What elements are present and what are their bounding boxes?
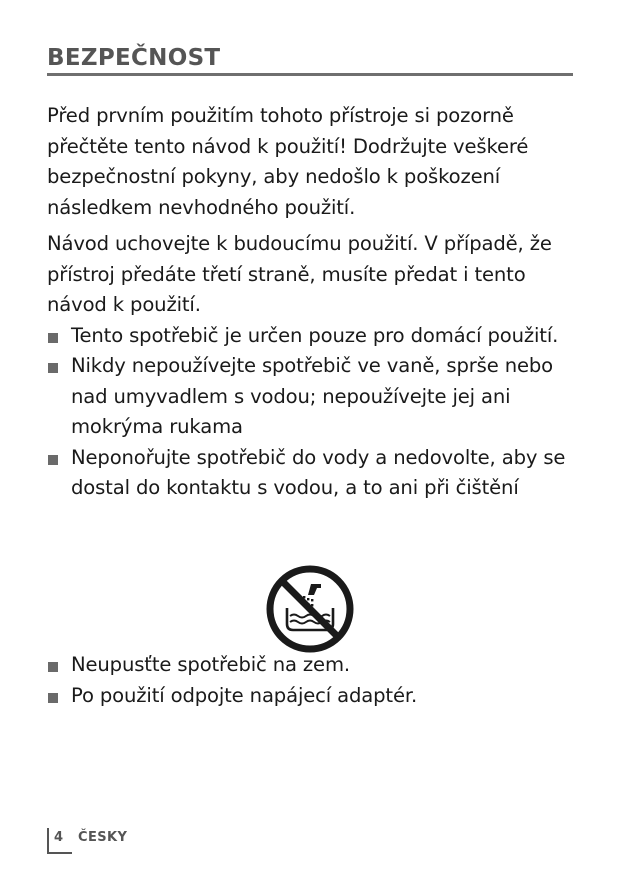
list-item [47,443,577,504]
no-bath-shower-symbol [265,564,355,654]
section-title: BEZPEČNOST [47,45,221,71]
language-label: ČESKY [78,830,128,845]
footer-underline [47,852,72,854]
square-bullet-icon [48,333,58,343]
intro-paragraph-1: Před prvním použitím tohoto přístroje si pozorně přečtěte tento návod k použití! Dodržujte veškeré bezpečnostní pokyny, aby nedošlo k poškození následkem nevhodného použití. [47,104,529,219]
list-item [47,321,577,352]
list-item [47,681,577,712]
list-item [47,650,577,681]
footer-divider [47,828,49,852]
safety-text [47,101,577,504]
bullet-text: Nikdy nepoužívejte spotřebič ve vaně, sprše nebo nad umyvadlem s vodou; nepoužívejte jej ani mokrýma rukama [71,354,553,438]
bullet-text: Po použití odpojte napájecí adaptér. [71,683,418,707]
intro-paragraph-2: Návod uchovejte k budoucímu použití. V případě, že přístroj předáte třetí straně, musíte předat i tento návod k použití. [47,232,552,316]
safety-bullet-list-bottom [47,650,577,711]
bullet-text: Neponořujte spotřebič do vody a nedovolte, aby se dostal do kontaktu s vodou, a to ani při čištění [71,445,566,499]
bullet-text: Neupusťte spotřebič na zem. [71,653,350,676]
bullet-text: Tento spotřebič je určen pouze pro domácí použití. [71,323,559,347]
square-bullet-icon [48,662,58,672]
no-bath-shower-icon [265,564,355,654]
list-item [47,351,577,443]
square-bullet-icon [48,693,58,703]
square-bullet-icon [48,455,58,465]
square-bullet-icon [48,363,58,373]
page-footer [47,826,167,854]
safety-bullet-list-top [47,321,577,504]
title-underline [47,73,573,76]
page-number: 4 [54,830,64,845]
